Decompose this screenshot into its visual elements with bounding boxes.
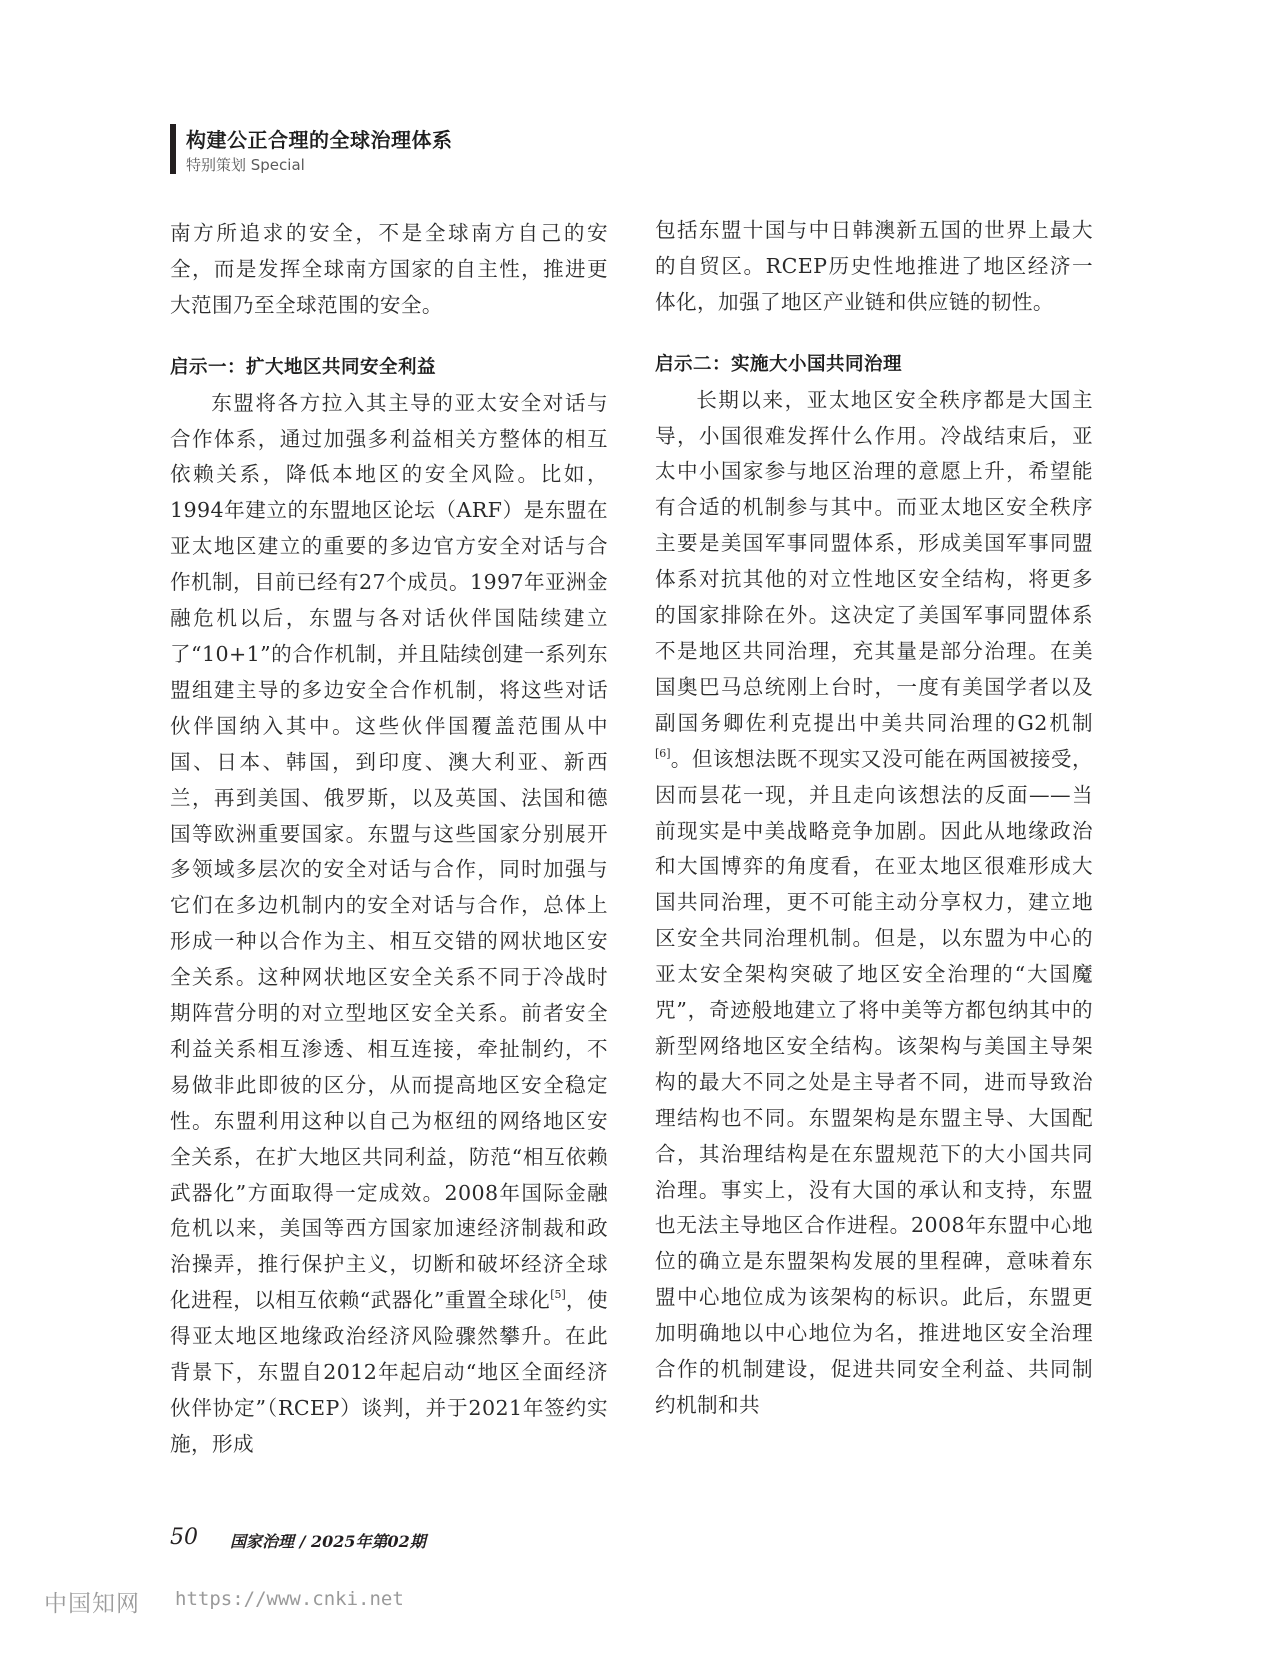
paragraph-text: 东盟将各方拉入其主导的亚太安全对话与合作体系，通过加强多利益相关方整体的相互依赖关系，降低本地区的安全风险。比如，1994年建立的东盟地区论坛（ARF）是东盟在亚太地区建立的重要的多边官方安全对话与合作机制，目前已经有27个成员。1997年亚洲金融危机以后，东盟与各对话伙伴国陆续建立了“10+1”的合作机制，并且陆续创建一系列东盟组建主导的多边安全合作机制，将这些对话伙伴国纳入其中。这些伙伴国覆盖范围从中国、日本、韩国，到印度、澳大利亚、新西兰，再到美国、俄罗斯，以及英国、法国和德国等欧洲重要国家。东盟与这些国家分别展开多领域多层次的安全对话与合作，同时加强与它们在多边机制内的安全对话与合作，总体上形成一种以合作为主、相互交错的网状地区安全关系。这种网状地区安全关系不同于冷战时期阵营分明的对立型地区安全关系。前者安全利益关系相互渗透、相互连接，牵扯制约，不易做非此即彼的区分，从而提高地区安全稳定性。东盟利用这种以自己为枢纽的网络地区安全关系，在扩大地区共同利益，防范“相互依赖武器化”方面取得一定成效。2008年国际金融危机以来，美国等西方国家加速经济制裁和政治操弄，推行保护主义，切断和破坏经济全球化进程，以相互依赖“武器化”重置全球化 [170,390,608,1313]
paragraph [170,386,608,1463]
paragraph-text: 长期以来，亚太地区安全秩序都是大国主导，小国很难发挥什么作用。冷战结束后，亚太中小国家参与地区治理的意愿上升，希望能有合适的机制参与其中。而亚太地区安全秩序主要是美国军事同盟体系，形成美国军事同盟体系对抗其他的对立性地区安全结构，将更多的国家排除在外。这决定了美国军事同盟体系不是地区共同治理，充其量是部分治理。在美国奥巴马总统刚上台时，一度有美国学者以及副国务卿佐利克提出中美共同治理的G2机制 [655,387,1093,735]
page-number: 50 [170,1525,198,1550]
header-accent-bar [170,124,176,174]
left-column [170,216,608,1463]
paragraph: 包括东盟十国与中日韩澳新五国的世界上最大的自贸区。RCEP历史性地推进了地区经济一体化，加强了地区产业链和供应链的韧性。 [655,218,1093,314]
section-subtitle: 特别策划 Special [186,156,305,174]
reference-marker[interactable]: [5] [550,1288,566,1302]
cnki-logo-watermark: 中国知网 [44,1591,140,1617]
magazine-issue: 国家治理 / 2025年第02期 [230,1532,426,1551]
paragraph: 南方所追求的安全，不是全球南方自己的安全，而是发挥全球南方国家的自主性，推进更大范围乃至全球范围的安全。 [170,221,608,317]
cnki-url-watermark[interactable]: https://www.cnki.net [175,1588,404,1610]
reference-marker[interactable]: [6] [655,746,671,760]
right-column [655,213,1093,1424]
paragraph-text: 。但该想法既不现实又没可能在两国被接受，因而昙花一现，并且走向该想法的反面——当前现实是中美战略竞争加剧。因此从地缘政治和大国博弈的角度看，在亚太地区很难形成大国共同治理，更不可能主动分享权力，建立地区安全共同治理机制。但是，以东盟为中心的亚太安全架构突破了地区安全治理的“大国魔咒”，奇迹般地建立了将中美等方都包纳其中的新型网络地区安全结构。该架构与美国主导架构的最大不同之处是主导者不同，进而导致治理结构也不同。东盟架构是东盟主导、大国配合，其治理结构是在东盟规范下的大小国共同治理。事实上，没有大国的承认和支持，东盟也无法主导地区合作进程。2008年东盟中心地位的确立是东盟架构发展的里程碑，意味着东盟中心地位成为该架构的标识。此后，东盟更加明确地以中心地位为名，推进地区安全治理合作的机制建设，促进共同安全利益、共同制约机制和共 [655,746,1093,1417]
paragraph [655,383,1093,1424]
paragraph-text: ，使得亚太地区地缘政治经济风险骤然攀升。在此背景下，东盟自2012年起启动“地区全面经济伙伴协定”（RCEP）谈判，并于2021年签约实施，形成 [170,1288,608,1456]
heading-insight-one: 启示一：扩大地区共同安全利益 [170,356,437,378]
heading-insight-two: 启示二：实施大小国共同治理 [655,353,903,375]
section-title: 构建公正合理的全球治理体系 [186,128,453,152]
